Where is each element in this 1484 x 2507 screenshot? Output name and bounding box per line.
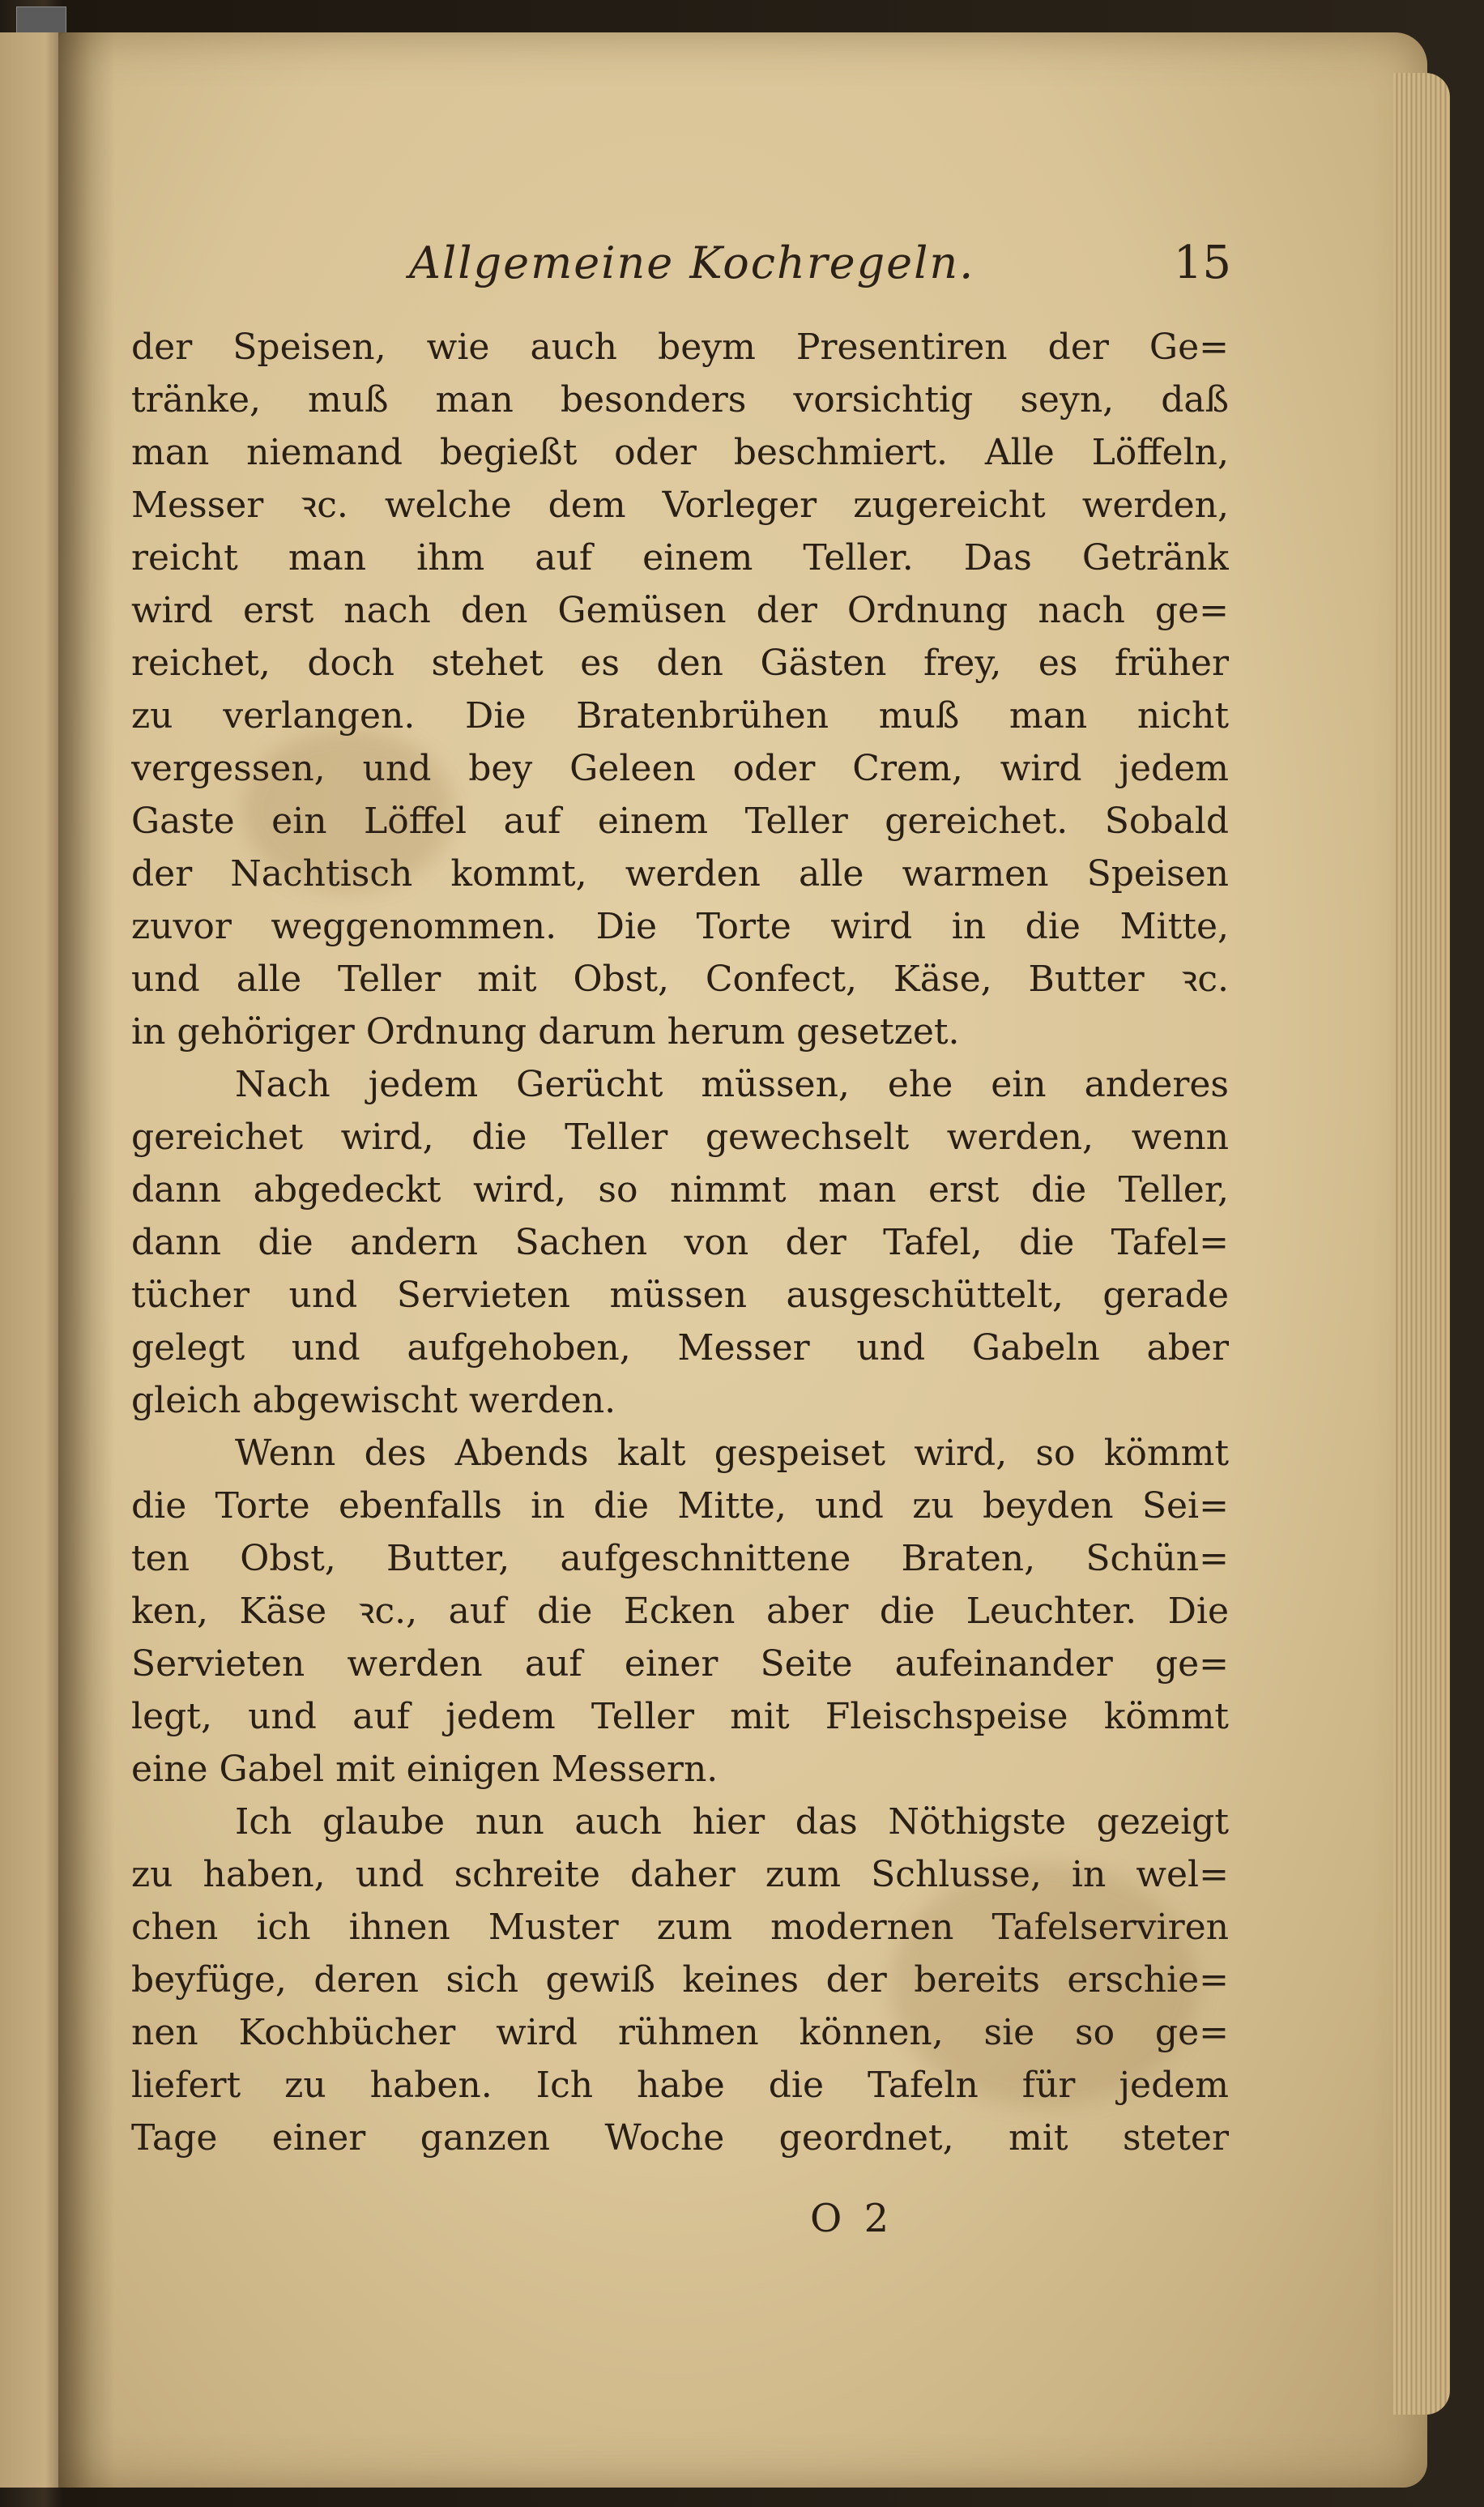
- text-line: gleich abgewischt werden.: [131, 1380, 616, 1421]
- text-line: liefert zu haben. Ich habe die Tafeln für jedem: [131, 2065, 1229, 2106]
- text-line: dann abgedeckt wird, so nimmt man erst die Teller,: [131, 1169, 1229, 1211]
- text-line: eine Gabel mit einigen Messern.: [131, 1749, 719, 1790]
- text-line: chen ich ihnen Muster zum modernen Tafelserviren: [131, 1907, 1229, 1948]
- binding-gutter: [58, 32, 115, 2488]
- text-line: beyfüge, deren sich gewiß keines der bereits erschie=: [131, 1959, 1229, 2001]
- text-line: zu haben, und schreite daher zum Schlusse, in wel=: [131, 1854, 1229, 1895]
- page-number: 15: [1173, 237, 1231, 289]
- text-line: Messer ꝛc. welche dem Vorleger zugereicht werden,: [131, 485, 1229, 526]
- text-line: tränke, muß man besonders vorsichtig seyn, daß: [131, 379, 1229, 421]
- text-line: man niemand begießt oder beschmiert. Alle Löffeln,: [131, 432, 1229, 473]
- text-line: ten Obst, Butter, aufgeschnittene Braten, Schün=: [131, 1538, 1229, 1579]
- text-line: Tage einer ganzen Woche geordnet, mit steter: [131, 2117, 1229, 2159]
- text-line: gereichet wird, die Teller gewechselt werden, wenn: [131, 1117, 1229, 1158]
- text-line: der Speisen, wie auch beym Presentiren der Ge=: [131, 327, 1229, 368]
- text-line: vergessen, und bey Geleen oder Crem, wird jedem: [131, 748, 1229, 789]
- text-line: zu verlangen. Die Bratenbrühen muß man nicht: [131, 695, 1229, 737]
- page-block-edge: [1393, 73, 1450, 2415]
- text-line: reicht man ihm auf einem Teller. Das Getränk: [131, 537, 1229, 579]
- text-line: Ich glaube nun auch hier das Nöthigste gezeigt: [235, 1801, 1229, 1843]
- text-line: Servieten werden auf einer Seite aufeinander ge=: [131, 1643, 1229, 1685]
- text-line: dann die andern Sachen von der Tafel, die Tafel=: [131, 1222, 1229, 1263]
- text-line: die Torte ebenfalls in die Mitte, und zu beyden Sei=: [131, 1485, 1229, 1527]
- previous-page-edge: [0, 32, 66, 2488]
- text-line: Nach jedem Gerücht müssen, ehe ein anderes: [235, 1064, 1229, 1105]
- running-header: [130, 227, 1231, 300]
- text-line: gelegt und aufgehoben, Messer und Gabeln aber: [131, 1327, 1229, 1369]
- text-line: Wenn des Abends kalt gespeiset wird, so kömmt: [235, 1433, 1229, 1474]
- signature-mark: O 2: [810, 2196, 894, 2241]
- text-line: und alle Teller mit Obst, Confect, Käse, Butter ꝛc.: [131, 959, 1229, 1000]
- body-text: [131, 321, 1229, 2164]
- text-line: zuvor weggenommen. Die Torte wird in die Mitte,: [131, 906, 1229, 947]
- text-line: ken, Käse ꝛc., auf die Ecken aber die Leuchter. Die: [131, 1591, 1229, 1632]
- text-line: nen Kochbücher wird rühmen können, sie so ge=: [131, 2012, 1229, 2053]
- text-line: wird erst nach den Gemüsen der Ordnung nach ge=: [131, 590, 1229, 631]
- text-line: Gaste ein Löffel auf einem Teller gereichet. Sobald: [131, 801, 1229, 842]
- text-line: tücher und Servieten müssen ausgeschüttelt, gerade: [131, 1275, 1229, 1316]
- running-title: Allgemeine Kochregeln.: [409, 237, 975, 288]
- text-line: legt, und auf jedem Teller mit Fleischspeise kömmt: [131, 1696, 1229, 1737]
- text-line: reichet, doch stehet es den Gästen frey, es früher: [131, 643, 1229, 684]
- text-line: in gehöriger Ordnung darum herum gesetzet.: [131, 1011, 960, 1053]
- text-line: der Nachtisch kommt, werden alle warmen Speisen: [131, 853, 1229, 895]
